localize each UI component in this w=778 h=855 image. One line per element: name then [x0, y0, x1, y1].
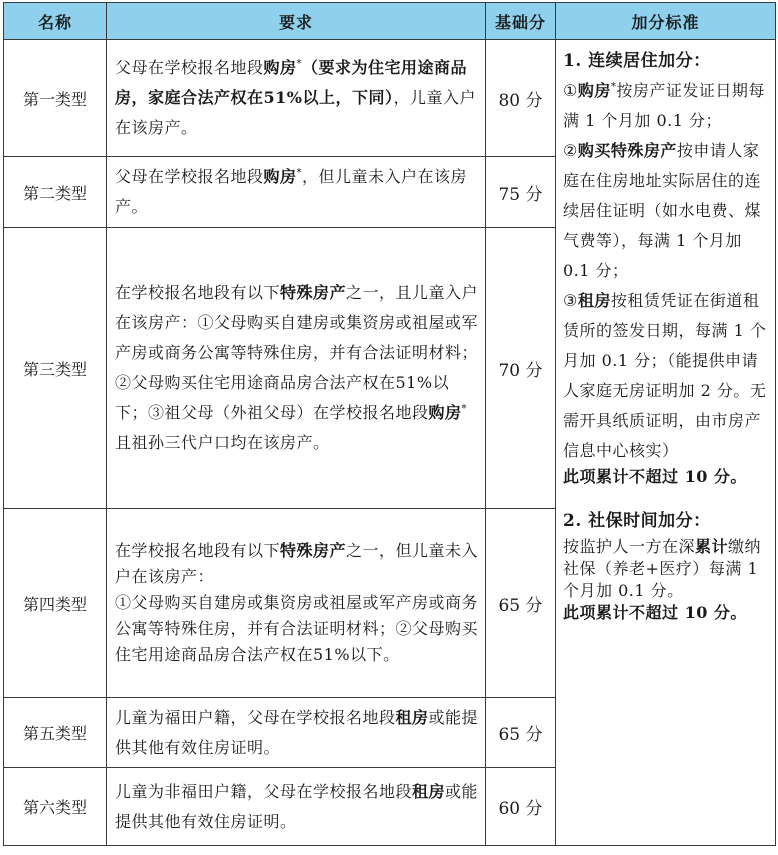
requirement-text: ，儿童入户在该房产。 [115, 88, 476, 137]
requirement-text: 在学校报名地段有以下 [115, 283, 281, 302]
requirement-emphasis: 特殊房产 [280, 283, 347, 302]
base-score-cell: 65 分 [486, 698, 556, 768]
requirement-text: 或能提供其他有效住房证明。 [115, 707, 479, 757]
header-bonus-standard: 加分标准 [556, 3, 776, 40]
item-emphasis: 累计 [695, 537, 729, 556]
item-number: ② [563, 141, 578, 160]
requirement-cell [107, 509, 486, 698]
bonus-item [563, 76, 769, 136]
requirement-text: 之一，且儿童入户在该房产：①父母购买自建房或集资房或祖屋或军产房或商务公寓等特殊住房，并有合法证明材料；②父母购买住宅用途商品房合法产权在51%以下；③祖父母（外祖父母）在学校报名地段 [115, 283, 479, 422]
bonus-cap: 此项累计不超过 10 分。 [563, 603, 747, 622]
header-row [4, 3, 776, 40]
item-emphasis: 购房 [577, 81, 611, 100]
item-emphasis: 购买特殊房产 [577, 141, 677, 160]
requirement-emphasis: 购房 [263, 58, 297, 77]
item-number: ③ [563, 291, 578, 310]
requirement-text: 父母在学校报名地段 [115, 167, 264, 186]
requirement-cell [107, 228, 486, 509]
item-text: 按房产证发证日期每满 1 个月加 0.1 分； [563, 81, 765, 130]
bonus-cap: 此项累计不超过 10 分。 [563, 467, 747, 486]
requirement-emphasis: 特殊房产 [280, 541, 347, 560]
requirement-text: 或能提供其他有效住房证明。 [115, 781, 479, 831]
requirement-text: 父母在学校报名地段 [115, 58, 264, 77]
footnote-mark: * [296, 58, 303, 70]
requirement-text: 且祖孙三代户口均在该房产。 [115, 433, 330, 452]
category-cell: 第三类型 [4, 228, 107, 509]
bonus-section-title: 2. 社保时间加分： [563, 511, 711, 531]
requirement-emphasis: 租房 [395, 707, 429, 727]
admission-score-table [3, 2, 776, 846]
requirement-cell [107, 40, 486, 157]
category-cell: 第六类型 [4, 768, 107, 846]
table-row [4, 40, 776, 157]
base-score-cell: 60 分 [486, 768, 556, 846]
base-score-cell: 75 分 [486, 157, 556, 228]
bonus-item [563, 286, 769, 466]
requirement-text: ，但儿童未入户在该房产。 [115, 167, 468, 216]
item-text: 按申请人家庭在住房地址实际居住的连续居住证明（如水电费、煤气费等），每满 1 个月加 0.1 分； [563, 141, 762, 280]
header-requirement: 要求 [107, 3, 486, 40]
base-score-cell: 70 分 [486, 228, 556, 509]
requirement-text: 儿童为福田户籍，父母在学校报名地段 [115, 707, 396, 727]
requirement-cell [107, 768, 486, 846]
requirement-emphasis: 租房 [412, 781, 446, 801]
header-name: 名称 [4, 3, 107, 40]
footnote-mark: * [610, 81, 617, 93]
admission-score-table-container [3, 2, 775, 846]
footnote-mark: * [296, 167, 303, 179]
item-number: ① [563, 81, 578, 100]
item-text: 按租赁凭证在街道租赁所的签发日期，每满 1 个月加 0.1 分；（能提供申请人家庭无房证明加 2 分。无需开具纸质证明，由市房产信息中心核实） [563, 291, 767, 460]
requirement-emphasis: 购房 [263, 167, 297, 186]
base-score-cell: 65 分 [486, 509, 556, 698]
bonus-section-title: 1. 连续居住加分： [563, 51, 711, 71]
item-text: 缴纳社保（养老+医疗）每满 1 个月加 0.1 分。 [563, 537, 762, 600]
bonus-item [563, 136, 769, 286]
item-text: 按监护人一方在深 [563, 537, 696, 556]
footnote-mark: * [461, 403, 468, 415]
requirement-text: ①父母购买自建房或集资房或祖屋或军产房或商务公寓等特殊住房，并有合法证明材料；②父母购买住宅用途商品房合法产权在51%以下。 [115, 593, 479, 664]
bonus-standard-cell [556, 40, 776, 846]
spacer [563, 488, 769, 506]
header-base-score: 基础分 [486, 3, 556, 40]
requirement-text: 之一，但儿童未入户在该房产： [115, 541, 479, 586]
requirement-text: 儿童为非福田户籍，父母在学校报名地段 [115, 781, 413, 801]
requirement-emphasis: 购房 [428, 403, 462, 422]
category-cell: 第四类型 [4, 509, 107, 698]
item-emphasis: 租房 [577, 291, 611, 310]
requirement-text: 在学校报名地段有以下 [115, 541, 281, 560]
category-cell: 第五类型 [4, 698, 107, 768]
requirement-emphasis: （要求为住宅用途商品房，家庭合法产权在51%以上，下同） [115, 58, 468, 107]
requirement-cell [107, 698, 486, 768]
category-cell: 第二类型 [4, 157, 107, 228]
bonus-item [563, 536, 769, 602]
base-score-cell: 80 分 [486, 40, 556, 157]
requirement-cell [107, 157, 486, 228]
category-cell: 第一类型 [4, 40, 107, 157]
